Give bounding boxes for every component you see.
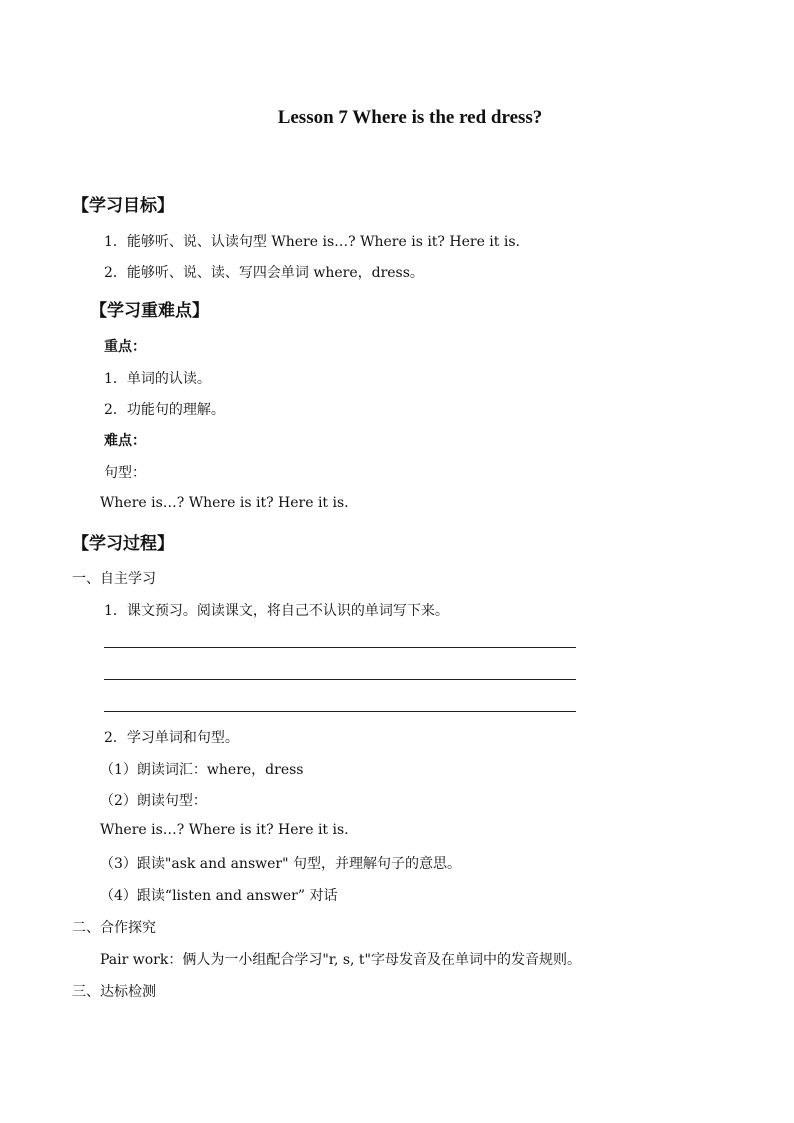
sub-step-3: （3）跟读"ask and answer" 句型，并理解句子的意思。 xyxy=(100,856,461,872)
key-points-label: 重点： xyxy=(104,339,146,355)
objective-item-2: 2．能够听、说、读、写四会单词 where，dress。 xyxy=(104,265,424,281)
section-heading-objectives: 【学习目标】 xyxy=(72,196,174,216)
step-2: 2．学习单词和句型。 xyxy=(104,730,239,746)
sentence-pattern-text: Where is…? Where is it? Here it is. xyxy=(100,495,349,511)
part-heading-assessment: 三、达标检测 xyxy=(72,984,156,1000)
writing-line-3 xyxy=(104,711,576,712)
writing-line-1 xyxy=(104,647,576,648)
sub-step-2: （2）朗读句型： xyxy=(100,793,207,809)
writing-line-2 xyxy=(104,679,576,680)
part-heading-self-study: 一、自主学习 xyxy=(72,571,156,587)
section-heading-process: 【学习过程】 xyxy=(72,534,174,554)
page-title: Lesson 7 Where is the red dress? xyxy=(277,107,543,128)
sub-step-2-text: Where is…? Where is it? Here it is. xyxy=(100,822,349,838)
key-point-item-1: 1．单词的认读。 xyxy=(104,371,211,387)
sub-step-4: （4）跟读“listen and answer” 对话 xyxy=(100,888,338,904)
step-1: 1．课文预习。阅读课文，将自己不认识的单词写下来。 xyxy=(104,603,449,619)
objective-item-1: 1．能够听、说、认读句型 Where is…? Where is it? Here it is. xyxy=(104,234,520,250)
part-heading-cooperation: 二、合作探究 xyxy=(72,920,156,936)
sentence-pattern-label: 句型： xyxy=(104,465,146,481)
pair-work-text: Pair work：俩人为一小组配合学习"r, s, t"字母发音及在单词中的发音规则。 xyxy=(100,952,581,968)
sub-step-1: （1）朗读词汇：where，dress xyxy=(100,762,304,778)
section-heading-key-points: 【学习重难点】 xyxy=(90,301,209,321)
difficulties-label: 难点： xyxy=(104,433,146,449)
key-point-item-2: 2．功能句的理解。 xyxy=(104,402,225,418)
